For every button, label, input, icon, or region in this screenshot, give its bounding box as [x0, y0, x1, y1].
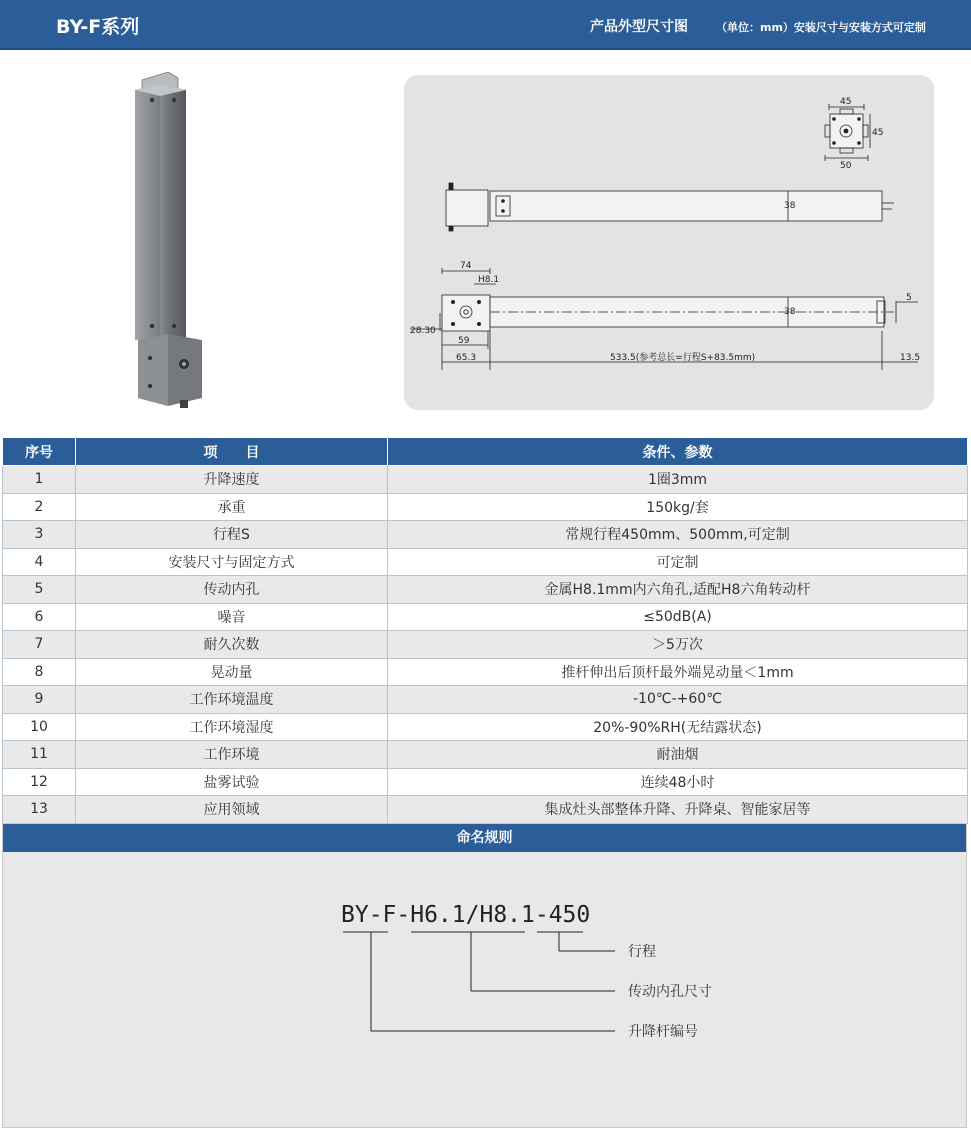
dim-top-right: 45 [872, 128, 884, 138]
top-view [825, 104, 870, 161]
cell-no: 6 [3, 603, 76, 631]
cell-item: 应用领域 [76, 796, 388, 824]
cell-no: 2 [3, 493, 76, 521]
product-photo [120, 68, 230, 418]
drawing-title: 产品外型尺寸图 [590, 19, 688, 35]
cell-value: ≤50dB(A) [388, 603, 968, 631]
cell-no: 1 [3, 466, 76, 494]
table-row [3, 466, 968, 494]
col-value: 条件、参数 [388, 438, 968, 466]
naming-label-stroke: 行程 [628, 944, 656, 960]
naming-rule-section [2, 823, 967, 1128]
table-row [3, 548, 968, 576]
col-item: 项 目 [76, 438, 388, 466]
cell-no: 5 [3, 576, 76, 604]
naming-label-model: 升降杆编号 [628, 1024, 698, 1040]
cell-item: 工作环境 [76, 741, 388, 769]
table-row [3, 521, 968, 549]
cell-value: 集成灶头部整体升降、升降桌、智能家居等 [388, 796, 968, 824]
side-view [446, 183, 894, 231]
dimension-drawing [404, 75, 934, 410]
table-row [3, 768, 968, 796]
cell-no: 9 [3, 686, 76, 714]
cell-value: 常规行程450mm、500mm,可定制 [388, 521, 968, 549]
naming-title: 命名规则 [3, 824, 966, 852]
cell-value: 耐油烟 [388, 741, 968, 769]
cell-item: 行程S [76, 521, 388, 549]
table-row [3, 576, 968, 604]
cell-value: 1圈3mm [388, 466, 968, 494]
dim-59: 59 [458, 336, 470, 346]
cell-item: 安装尺寸与固定方式 [76, 548, 388, 576]
spec-table [2, 437, 968, 824]
table-row [3, 713, 968, 741]
cell-item: 承重 [76, 493, 388, 521]
dim-h: H8.1 [478, 275, 500, 285]
cell-no: 4 [3, 548, 76, 576]
cell-value: 连续48小时 [388, 768, 968, 796]
dim-65: 65.3 [456, 353, 477, 363]
cell-value: 可定制 [388, 548, 968, 576]
naming-label-bore: 传动内孔尺寸 [628, 984, 712, 1000]
table-row [3, 603, 968, 631]
series-name: BY-F系列 [56, 16, 140, 38]
cell-no: 12 [3, 768, 76, 796]
dim-5: 5 [906, 293, 912, 303]
cell-item: 传动内孔 [76, 576, 388, 604]
cell-no: 11 [3, 741, 76, 769]
table-row [3, 796, 968, 824]
drawing-subtitle: （单位：mm）安装尺寸与安装方式可定制 [716, 21, 926, 34]
table-row [3, 658, 968, 686]
dim-74: 74 [460, 261, 472, 271]
cell-no: 10 [3, 713, 76, 741]
dim-top-bottom: 50 [840, 161, 852, 171]
cell-value: 推杆伸出后顶杆最外端晃动量＜1mm [388, 658, 968, 686]
dim-total: 533.5(参考总长=行程S+83.5mm) [610, 353, 756, 363]
table-row [3, 493, 968, 521]
cell-value: -10℃-+60℃ [388, 686, 968, 714]
cell-item: 升降速度 [76, 466, 388, 494]
col-no: 序号 [3, 438, 76, 466]
cell-value: 金属H8.1mm内六角孔,适配H8六角转动杆 [388, 576, 968, 604]
cell-no: 13 [3, 796, 76, 824]
cell-item: 工作环境湿度 [76, 713, 388, 741]
naming-code: BY-F-H6.1/H8.1-450 [341, 902, 591, 928]
cell-item: 盐雾试验 [76, 768, 388, 796]
page-header [0, 0, 971, 50]
cell-no: 7 [3, 631, 76, 659]
cell-item: 耐久次数 [76, 631, 388, 659]
table-header-row [3, 438, 968, 466]
dim-28: 28.30 [410, 326, 436, 336]
dim-side-dia: 38 [784, 201, 796, 211]
cell-item: 噪音 [76, 603, 388, 631]
cell-value: 150kg/套 [388, 493, 968, 521]
cell-value: 20%-90%RH(无结露状态) [388, 713, 968, 741]
table-row [3, 741, 968, 769]
cell-item: 晃动量 [76, 658, 388, 686]
cell-value: ＞5万次 [388, 631, 968, 659]
cell-no: 8 [3, 658, 76, 686]
naming-leader-lines [343, 932, 615, 1031]
dim-13: 13.5 [900, 353, 921, 363]
table-row [3, 631, 968, 659]
dim-38: 38 [784, 307, 796, 317]
cell-item: 工作环境温度 [76, 686, 388, 714]
cell-no: 3 [3, 521, 76, 549]
dim-top-width: 45 [840, 97, 852, 107]
table-row [3, 686, 968, 714]
